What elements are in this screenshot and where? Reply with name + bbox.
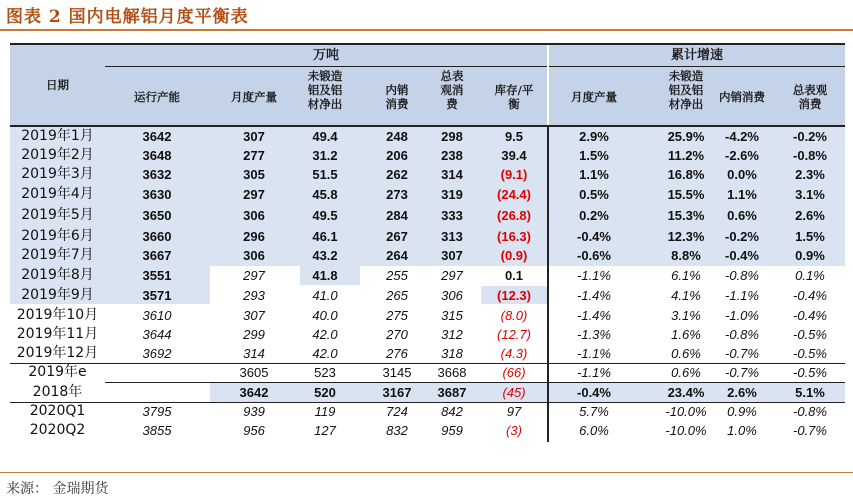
cell-inv: (9.1) — [500, 167, 528, 182]
cell-g_exp: 4.1% — [671, 288, 701, 303]
cell-g_exp: 0.6% — [671, 346, 701, 361]
header-col-4: 内销 消费 — [385, 83, 409, 111]
cell-exp: 119 — [314, 404, 336, 419]
cell-g_out: -1.4% — [577, 308, 611, 323]
cell-g_exp: 23.4% — [667, 385, 705, 400]
cell-dom: 284 — [386, 208, 408, 223]
cell-dom: 248 — [386, 129, 408, 144]
header-growth-col-1: 月度产量 — [571, 90, 617, 104]
header-group2: 累计增速 — [670, 48, 723, 63]
cell-cap: 3571 — [142, 288, 172, 303]
cell-g_tot: 5.1% — [795, 385, 825, 400]
cell-cap: 3632 — [142, 167, 172, 182]
cell-g_dom: 1.0% — [727, 423, 757, 438]
cell-g_out: -1.1% — [577, 268, 611, 283]
cell-g_exp: 15.5% — [667, 187, 705, 202]
cell-out: 307 — [243, 129, 265, 144]
cell-g_out: -0.4% — [577, 385, 611, 400]
header-date: 日期 — [46, 78, 69, 92]
cell-out: 307 — [243, 308, 265, 323]
cell-tot: 314 — [441, 167, 463, 182]
cell-inv: (0.9) — [500, 248, 528, 263]
header-growth-col-4: 总表观 消费 — [792, 83, 828, 111]
cell-g_tot: -0.5% — [793, 365, 827, 380]
figure-title: 图表 2 国内电解铝月度平衡表 — [6, 7, 249, 27]
cell-g_out: -1.1% — [577, 365, 611, 380]
cell-inv: 39.4 — [501, 148, 527, 163]
cell-inv: (26.8) — [497, 208, 531, 223]
row-date: 2018年 — [32, 384, 83, 400]
cell-out: 297 — [243, 187, 265, 202]
cell-exp: 42.0 — [312, 346, 338, 361]
cell-g_out: -0.4% — [577, 229, 611, 244]
cell-inv: 9.5 — [504, 129, 524, 144]
cell-exp: 41.0 — [312, 288, 338, 303]
cell-exp: 520 — [314, 385, 336, 400]
cell-exp: 43.2 — [312, 248, 338, 263]
row-date: 2020Q1 — [29, 403, 86, 419]
cell-cap: 3644 — [142, 327, 172, 342]
row-date: 2020Q2 — [29, 422, 86, 438]
cell-g_dom: -0.7% — [725, 365, 759, 380]
cell-exp: 127 — [314, 423, 336, 438]
header-col-2: 月度产量 — [231, 90, 277, 104]
cell-inv: (45) — [502, 385, 526, 400]
cell-g_dom: -0.4% — [725, 248, 759, 263]
cell-g_exp: 16.8% — [667, 167, 705, 182]
cell-g_tot: -0.4% — [793, 288, 827, 303]
cell-g_tot: 0.9% — [795, 248, 825, 263]
cell-exp: 49.4 — [312, 129, 338, 144]
cell-g_tot: 1.5% — [795, 229, 825, 244]
cell-g_dom: 0.0% — [727, 167, 757, 182]
cell-g_tot: -0.8% — [793, 148, 827, 163]
cell-inv: 0.1 — [504, 268, 524, 283]
cell-g_out: -1.4% — [577, 288, 611, 303]
cell-exp: 45.8 — [312, 187, 338, 202]
cell-tot: 959 — [441, 423, 463, 438]
cell-g_out: 2.9% — [579, 129, 609, 144]
cell-g_dom: -0.7% — [725, 346, 759, 361]
row-date: 2019年1月 — [21, 128, 94, 144]
cell-g_tot: 2.6% — [795, 208, 825, 223]
group1-underline — [105, 66, 547, 67]
title-rule — [0, 29, 853, 31]
cell-dom: 270 — [386, 327, 408, 342]
cell-tot: 312 — [441, 327, 463, 342]
header-group1: 万吨 — [312, 48, 339, 63]
cell-dom: 273 — [386, 187, 408, 202]
cell-tot: 3687 — [437, 385, 467, 400]
cell-g_exp: -10.0% — [665, 404, 707, 419]
cell-g_dom: -2.6% — [725, 148, 759, 163]
cell-out: 306 — [243, 248, 265, 263]
cell-inv: 97 — [506, 404, 522, 419]
cell-g_out: 1.1% — [579, 167, 609, 182]
row-date: 2019年7月 — [21, 247, 94, 263]
cell-g_exp: 11.2% — [667, 148, 705, 163]
cell-tot: 842 — [441, 404, 463, 419]
cell-out: 305 — [243, 167, 265, 182]
cell-g_exp: 15.3% — [667, 208, 705, 223]
cell-cap: 3855 — [142, 423, 172, 438]
cell-g_exp: 1.6% — [671, 327, 701, 342]
cell-cap: 3642 — [142, 129, 172, 144]
cell-exp: 40.0 — [312, 308, 338, 323]
cell-g_exp: 25.9% — [667, 129, 705, 144]
cell-g_dom: -0.2% — [725, 229, 759, 244]
cell-g_dom: 2.6% — [727, 385, 757, 400]
cell-g_out: 1.5% — [579, 148, 609, 163]
row-date: 2019年5月 — [21, 207, 94, 223]
row-date: 2019年4月 — [21, 186, 94, 202]
cell-g_out: -1.3% — [577, 327, 611, 342]
header-top-rule — [10, 43, 845, 45]
cell-tot: 298 — [441, 129, 463, 144]
cell-out: 314 — [243, 346, 265, 361]
cell-inv: (16.3) — [497, 229, 531, 244]
cell-tot: 313 — [441, 229, 463, 244]
cell-cap: 3551 — [142, 268, 172, 283]
cell-tot: 3668 — [437, 365, 467, 380]
row-date: 2019年8月 — [21, 267, 94, 283]
cell-exp: 523 — [314, 365, 336, 380]
cell-out: 939 — [243, 404, 265, 419]
cell-inv: (12.3) — [497, 288, 531, 303]
cell-cap: 3648 — [142, 148, 172, 163]
cell-cap: 3667 — [142, 248, 172, 263]
cell-g_out: 5.7% — [579, 404, 609, 419]
header-growth-col-2: 未锻造 铝及铝 材净出 — [668, 69, 704, 111]
cell-cap: 3795 — [142, 404, 172, 419]
cell-g_out: 0.2% — [579, 208, 609, 223]
cell-out: 293 — [243, 288, 265, 303]
cell-tot: 319 — [441, 187, 463, 202]
row-date: 2019年12月 — [16, 345, 99, 361]
cell-cap: 3610 — [142, 308, 172, 323]
cell-g_tot: -0.5% — [793, 346, 827, 361]
cell-g_tot: -0.4% — [793, 308, 827, 323]
cell-g_tot: -0.7% — [793, 423, 827, 438]
cell-dom: 206 — [386, 148, 408, 163]
cell-dom: 832 — [386, 423, 408, 438]
row-date: 2019年10月 — [16, 307, 99, 323]
cell-tot: 315 — [441, 308, 463, 323]
header-growth-col-3: 内销消费 — [719, 90, 765, 104]
cell-inv: (3) — [506, 423, 522, 438]
header-col-1: 运行产能 — [134, 90, 180, 104]
row-date: 2019年11月 — [16, 326, 99, 342]
row-date: 2019年2月 — [21, 147, 94, 163]
cell-g_exp: 3.1% — [671, 308, 701, 323]
cell-dom: 255 — [386, 268, 408, 283]
cell-g_tot: 0.1% — [795, 268, 825, 283]
cell-g_dom: -0.8% — [725, 268, 759, 283]
cell-g_dom: 1.1% — [727, 187, 757, 202]
cell-dom: 265 — [386, 288, 408, 303]
cell-exp: 41.8 — [312, 268, 338, 283]
cell-exp: 51.5 — [312, 167, 338, 182]
cell-tot: 333 — [441, 208, 463, 223]
cell-inv: (12.7) — [497, 327, 531, 342]
cell-g_exp: 6.1% — [671, 268, 701, 283]
cell-g_dom: 0.6% — [727, 208, 757, 223]
cell-cap: 3692 — [142, 346, 172, 361]
cell-g_out: -1.1% — [577, 346, 611, 361]
cell-tot: 297 — [441, 268, 463, 283]
header-col-3: 未锻造 铝及铝 材净出 — [307, 69, 343, 111]
cell-exp: 46.1 — [312, 229, 338, 244]
cell-dom: 275 — [386, 308, 408, 323]
cell-inv: (66) — [502, 365, 526, 380]
cell-inv: (8.0) — [500, 308, 528, 323]
cell-g_tot: -0.5% — [793, 327, 827, 342]
cell-dom: 3145 — [382, 365, 412, 380]
cell-g_tot: -0.8% — [793, 404, 827, 419]
cell-tot: 238 — [441, 148, 463, 163]
cell-g_dom: 0.9% — [727, 404, 757, 419]
cell-tot: 307 — [441, 248, 463, 263]
cell-dom: 267 — [386, 229, 408, 244]
cell-g_exp: -10.0% — [665, 423, 707, 438]
cell-g_out: 6.0% — [579, 423, 609, 438]
cell-tot: 318 — [441, 346, 463, 361]
cell-out: 3642 — [239, 385, 269, 400]
cell-g_out: 0.5% — [579, 187, 609, 202]
source-note: 来源： 金瑞期货 — [6, 481, 109, 497]
cell-g_exp: 8.8% — [671, 248, 701, 263]
cell-g_tot: -0.2% — [793, 129, 827, 144]
cell-inv: (24.4) — [497, 187, 531, 202]
cell-exp: 42.0 — [312, 327, 338, 342]
group-separator — [547, 127, 549, 442]
group2-underline — [549, 66, 845, 67]
cell-tot: 306 — [441, 288, 463, 303]
row-date: 2019年9月 — [21, 287, 94, 303]
cell-dom: 724 — [386, 404, 408, 419]
cell-g_exp: 0.6% — [671, 365, 701, 380]
cell-g_dom: -1.0% — [725, 308, 759, 323]
header-col-6: 库存/平 衡 — [494, 83, 534, 111]
cell-g_dom: -1.1% — [725, 288, 759, 303]
row-date: 2019年3月 — [21, 166, 94, 182]
cell-g_tot: 3.1% — [795, 187, 825, 202]
row-date: 2019年6月 — [21, 228, 94, 244]
cell-out: 3605 — [239, 365, 269, 380]
cell-cap: 3660 — [142, 229, 172, 244]
cell-cap: 3650 — [142, 208, 172, 223]
cell-g_exp: 12.3% — [667, 229, 705, 244]
cell-dom: 276 — [386, 346, 408, 361]
cell-out: 299 — [243, 327, 265, 342]
cell-out: 306 — [243, 208, 265, 223]
cell-g_tot: 2.3% — [795, 167, 825, 182]
cell-dom: 3167 — [382, 385, 412, 400]
cell-out: 956 — [243, 423, 265, 438]
cell-exp: 49.5 — [312, 208, 338, 223]
cell-out: 297 — [243, 268, 265, 283]
row-date: 2019年e — [28, 364, 87, 380]
cell-dom: 264 — [386, 248, 408, 263]
cell-inv: (4.3) — [500, 346, 528, 361]
header-col-5: 总表 观消 费 — [440, 69, 464, 111]
cell-g_dom: -0.8% — [725, 327, 759, 342]
cell-dom: 262 — [386, 167, 408, 182]
cell-cap: 3630 — [142, 187, 172, 202]
cell-g_dom: -4.2% — [725, 129, 759, 144]
source-rule — [0, 472, 853, 473]
cell-out: 277 — [243, 148, 265, 163]
cell-g_out: -0.6% — [577, 248, 611, 263]
cell-out: 296 — [243, 229, 265, 244]
cell-exp: 31.2 — [312, 148, 338, 163]
